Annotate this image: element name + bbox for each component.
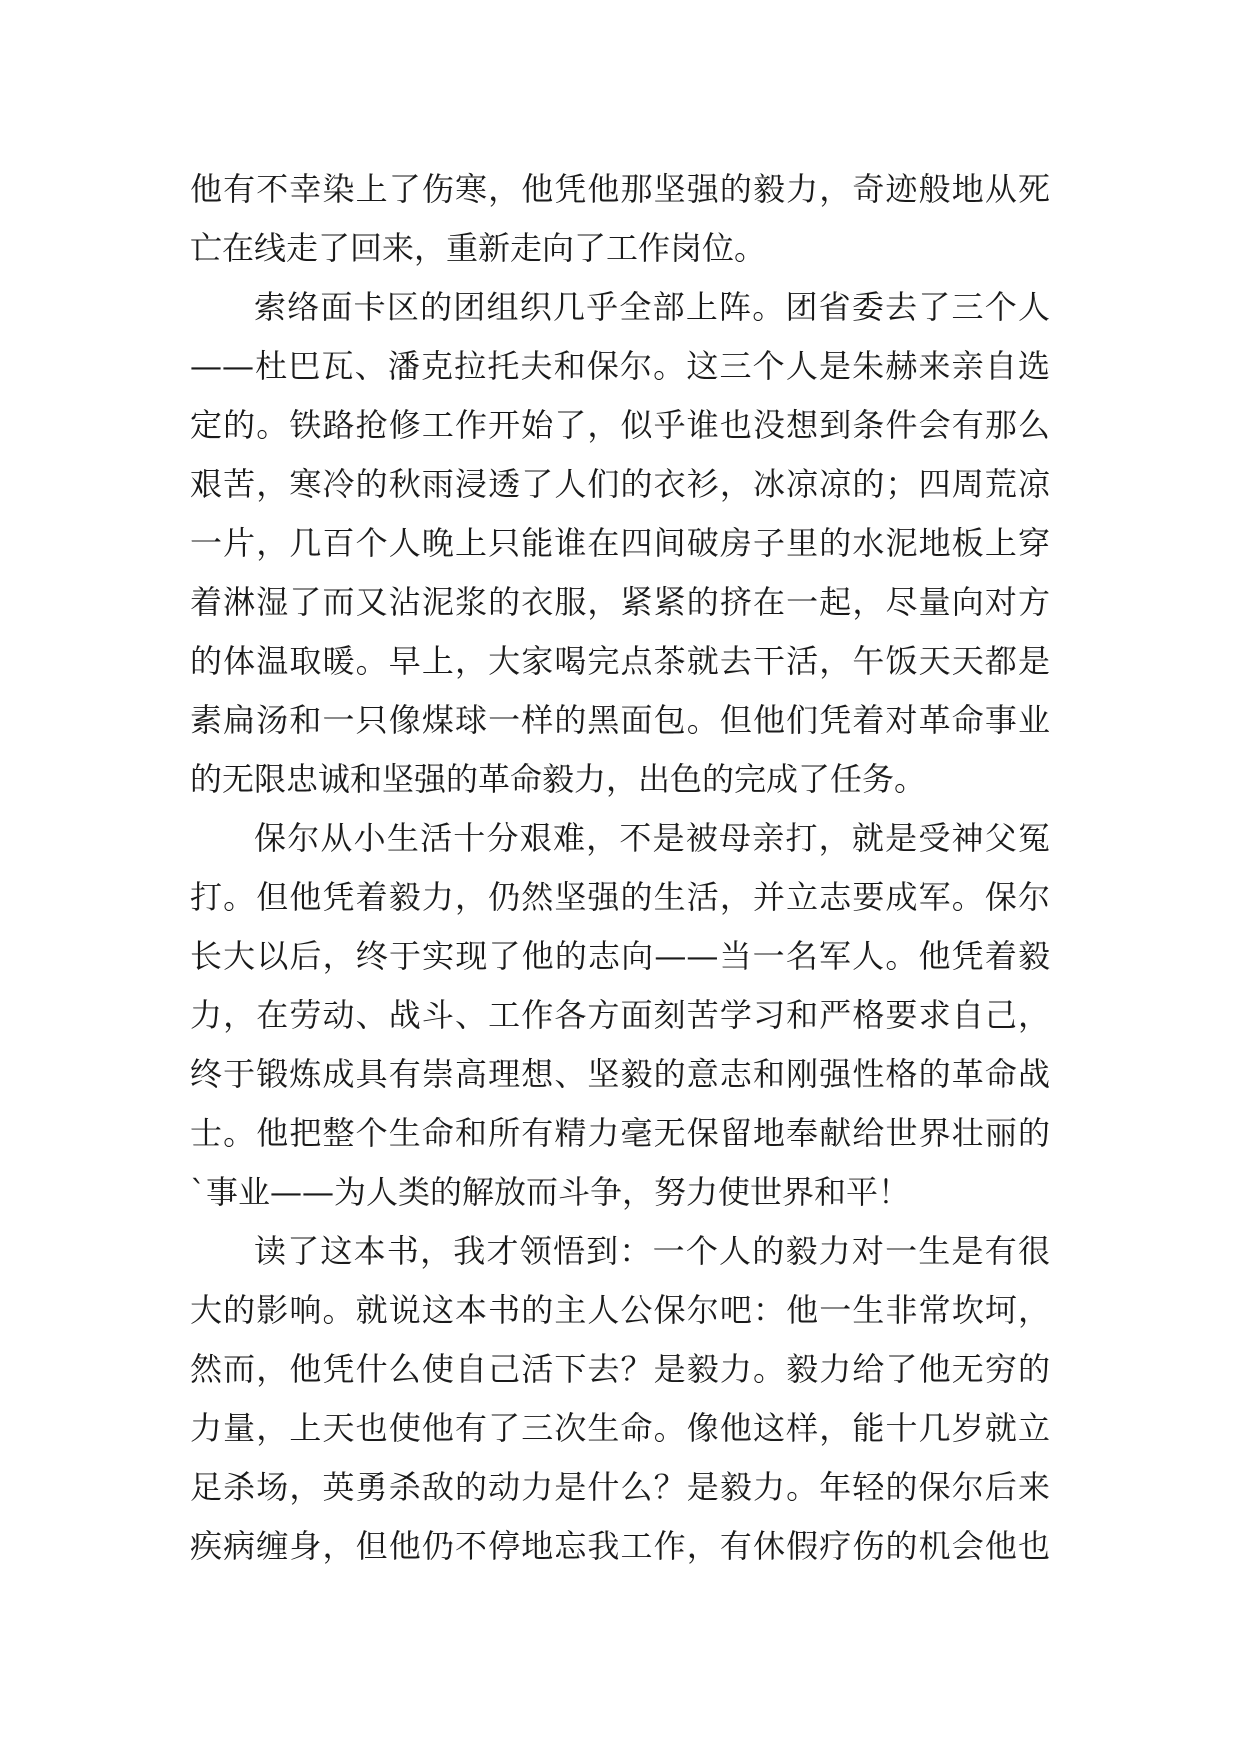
text-line: 亡在线走了回来，重新走向了工作岗位。 — [190, 229, 767, 267]
text-line: 着淋湿了而又沾泥浆的衣服，紧紧的挤在一起，尽量向对方 — [190, 583, 1050, 621]
text-line: 的体温取暖。早上，大家喝完点茶就去干活，午饭天天都是 — [190, 642, 1050, 680]
text-line: 力量，上天也使他有了三次生命。像他这样，能十几岁就立 — [190, 1409, 1050, 1447]
text-line: 艰苦，寒冷的秋雨浸透了人们的衣衫，冰凉凉的；四周荒凉 — [190, 465, 1050, 503]
text-line: 保尔从小生活十分艰难，不是被母亲打，就是受神父冤 — [254, 819, 1050, 857]
text-line: 的无限忠诚和坚强的革命毅力，出色的完成了任务。 — [190, 760, 927, 798]
text-line: ——杜巴瓦、潘克拉托夫和保尔。这三个人是朱赫来亲自选 — [190, 347, 1050, 385]
text-line: 读了这本书，我才领悟到：一个人的毅力对一生是有很 — [254, 1232, 1050, 1270]
text-line: `事业——为人类的解放而斗争，努力使世界和平！ — [190, 1173, 911, 1211]
text-line: 力，在劳动、战斗、工作各方面刻苦学习和严格要求自己， — [190, 996, 1050, 1034]
text-line: 然而，他凭什么使自己活下去？是毅力。毅力给了他无穷的 — [190, 1350, 1050, 1388]
text-line: 大的影响。就说这本书的主人公保尔吧：他一生非常坎坷， — [190, 1291, 1050, 1329]
body-text — [190, 160, 1050, 1576]
text-line: 他有不幸染上了伤寒，他凭他那坚强的毅力，奇迹般地从死 — [190, 170, 1050, 208]
text-line: 长大以后，终于实现了他的志向——当一名军人。他凭着毅 — [190, 937, 1050, 975]
text-line: 一片，几百个人晚上只能谁在四间破房子里的水泥地板上穿 — [190, 524, 1050, 562]
text-line: 定的。铁路抢修工作开始了，似乎谁也没想到条件会有那么 — [190, 406, 1050, 444]
text-line: 士。他把整个生命和所有精力毫无保留地奉献给世界壮丽的 — [190, 1114, 1050, 1152]
text-line: 索络面卡区的团组织几乎全部上阵。团省委去了三个人 — [254, 288, 1050, 326]
text-line: 打。但他凭着毅力，仍然坚强的生活，并立志要成军。保尔 — [190, 878, 1050, 916]
text-line: 疾病缠身，但他仍不停地忘我工作，有休假疗伤的机会他也 — [190, 1527, 1050, 1565]
text-line: 终于锻炼成具有崇高理想、坚毅的意志和刚强性格的革命战 — [190, 1055, 1050, 1093]
text-line: 素扁汤和一只像煤球一样的黑面包。但他们凭着对革命事业 — [190, 701, 1050, 739]
text-line: 足杀场，英勇杀敌的动力是什么？是毅力。年轻的保尔后来 — [190, 1468, 1050, 1506]
